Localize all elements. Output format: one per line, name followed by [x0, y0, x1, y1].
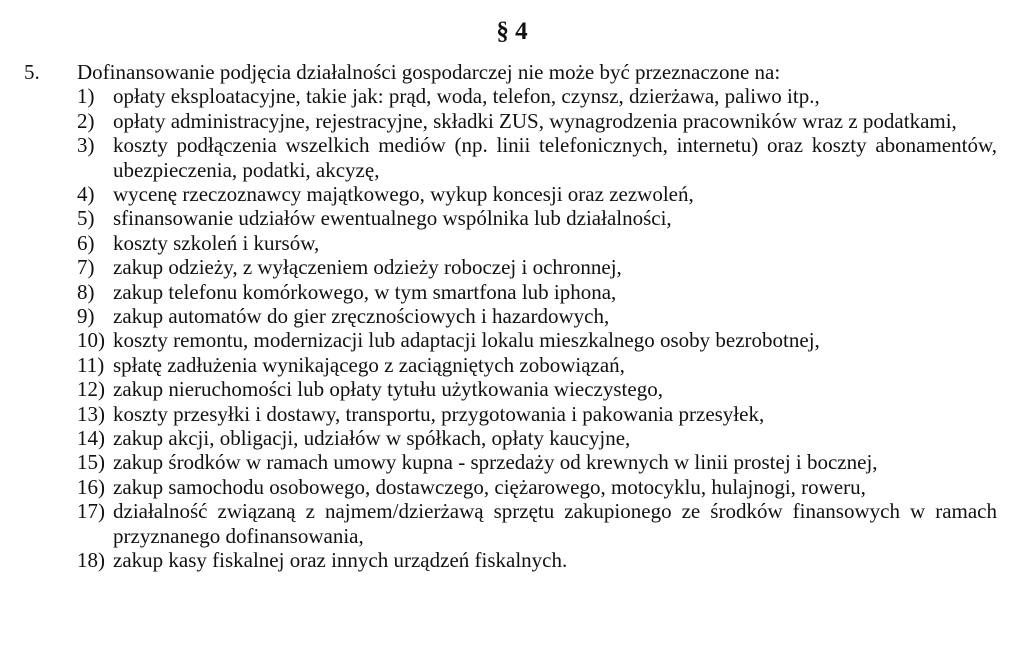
- list-item: [0, 182, 1024, 206]
- list-item-number: 17): [77, 499, 105, 524]
- list-item-text: działalność związaną z najmem/dzierżawą sprzętu zakupionego ze środków finansowych w ramach przyznanego dofinansowania,: [113, 499, 997, 548]
- list-item-text: opłaty eksploatacyjne, takie jak: prąd, woda, telefon, czynsz, dzierżawa, paliwo itp.,: [113, 84, 820, 109]
- list-item: [0, 231, 1024, 255]
- list-item: [0, 353, 1024, 377]
- list-item-text: spłatę zadłużenia wynikającego z zaciągniętych zobowiązań,: [113, 352, 625, 377]
- list-item-text: sfinansowanie udziałów ewentualnego wspólnika lub działalności,: [113, 206, 672, 231]
- list-item-number: 4): [77, 182, 95, 207]
- list-item-number: 2): [77, 108, 95, 133]
- section-heading: § 4: [496, 18, 528, 45]
- list-item-text: koszty podłączenia wszelkich mediów (np. linii telefonicznych, internetu) oraz koszty abonamentów, ubezpieczenia, podatki, akcyzę,: [113, 133, 997, 182]
- list-item-text: koszty remontu, modernizacji lub adaptacji lokalu mieszkalnego osoby bezrobotnej,: [113, 328, 820, 353]
- list-item-number: 1): [77, 84, 95, 109]
- list-item-number: 5): [77, 206, 95, 231]
- list-item-text: koszty szkoleń i kursów,: [113, 230, 320, 255]
- list-item-number: 8): [77, 279, 95, 304]
- list-item: [0, 280, 1024, 304]
- list-item-number: 15): [77, 450, 105, 475]
- list-item: [0, 499, 1024, 548]
- list-item-number: 13): [77, 401, 105, 426]
- list-item-number: 11): [77, 352, 105, 377]
- list-item: [0, 109, 1024, 133]
- list-item: [0, 328, 1024, 352]
- clause-number: 5.: [24, 60, 40, 84]
- list-item-number: 10): [77, 328, 105, 353]
- list-item: [0, 402, 1024, 426]
- list-item-text: zakup kasy fiskalnej oraz innych urządzeń fiskalnych.: [113, 548, 568, 573]
- list-item-text: koszty przesyłki i dostawy, transportu, przygotowania i pakowania przesyłek,: [113, 401, 765, 426]
- list-item-number: 9): [77, 304, 95, 329]
- list-item: [0, 206, 1024, 230]
- list-item-number: 14): [77, 426, 105, 451]
- clause-intro: Dofinansowanie podjęcia działalności gospodarczej nie może być przeznaczone na:: [77, 60, 781, 84]
- list-item-text: zakup odzieży, z wyłączeniem odzieży roboczej i ochronnej,: [113, 255, 622, 280]
- list-item: [0, 475, 1024, 499]
- list-item-text: zakup samochodu osobowego, dostawczego, ciężarowego, motocyklu, hulajnogi, roweru,: [113, 474, 866, 499]
- list-item-number: 18): [77, 548, 105, 573]
- list-item: [0, 426, 1024, 450]
- list-item: [0, 84, 1024, 108]
- list-item-text: opłaty administracyjne, rejestracyjne, składki ZUS, wynagrodzenia pracowników wraz z podatkami,: [113, 108, 957, 133]
- list-item-text: wycenę rzeczoznawcy majątkowego, wykup koncesji oraz zezwoleń,: [113, 182, 694, 207]
- list-item: [0, 450, 1024, 474]
- list-item: [0, 377, 1024, 401]
- list-item-text: zakup telefonu komórkowego, w tym smartfona lub iphona,: [113, 279, 617, 304]
- list-item-number: 12): [77, 377, 105, 402]
- list-item: [0, 255, 1024, 279]
- exclusion-list: [0, 84, 1024, 572]
- list-item-text: zakup automatów do gier zręcznościowych i hazardowych,: [113, 304, 610, 329]
- list-item-text: zakup akcji, obligacji, udziałów w spółkach, opłaty kaucyjne,: [113, 426, 631, 451]
- list-item: [0, 304, 1024, 328]
- list-item-text: zakup nieruchomości lub opłaty tytułu użytkowania wieczystego,: [113, 377, 663, 402]
- list-item-number: 7): [77, 255, 95, 280]
- list-item-number: 6): [77, 230, 95, 255]
- list-item-text: zakup środków w ramach umowy kupna - sprzedaży od krewnych w linii prostej i bocznej,: [113, 450, 878, 475]
- list-item: [0, 548, 1024, 572]
- list-item-number: 3): [77, 133, 95, 158]
- list-item-number: 16): [77, 474, 105, 499]
- list-item: [0, 133, 1024, 182]
